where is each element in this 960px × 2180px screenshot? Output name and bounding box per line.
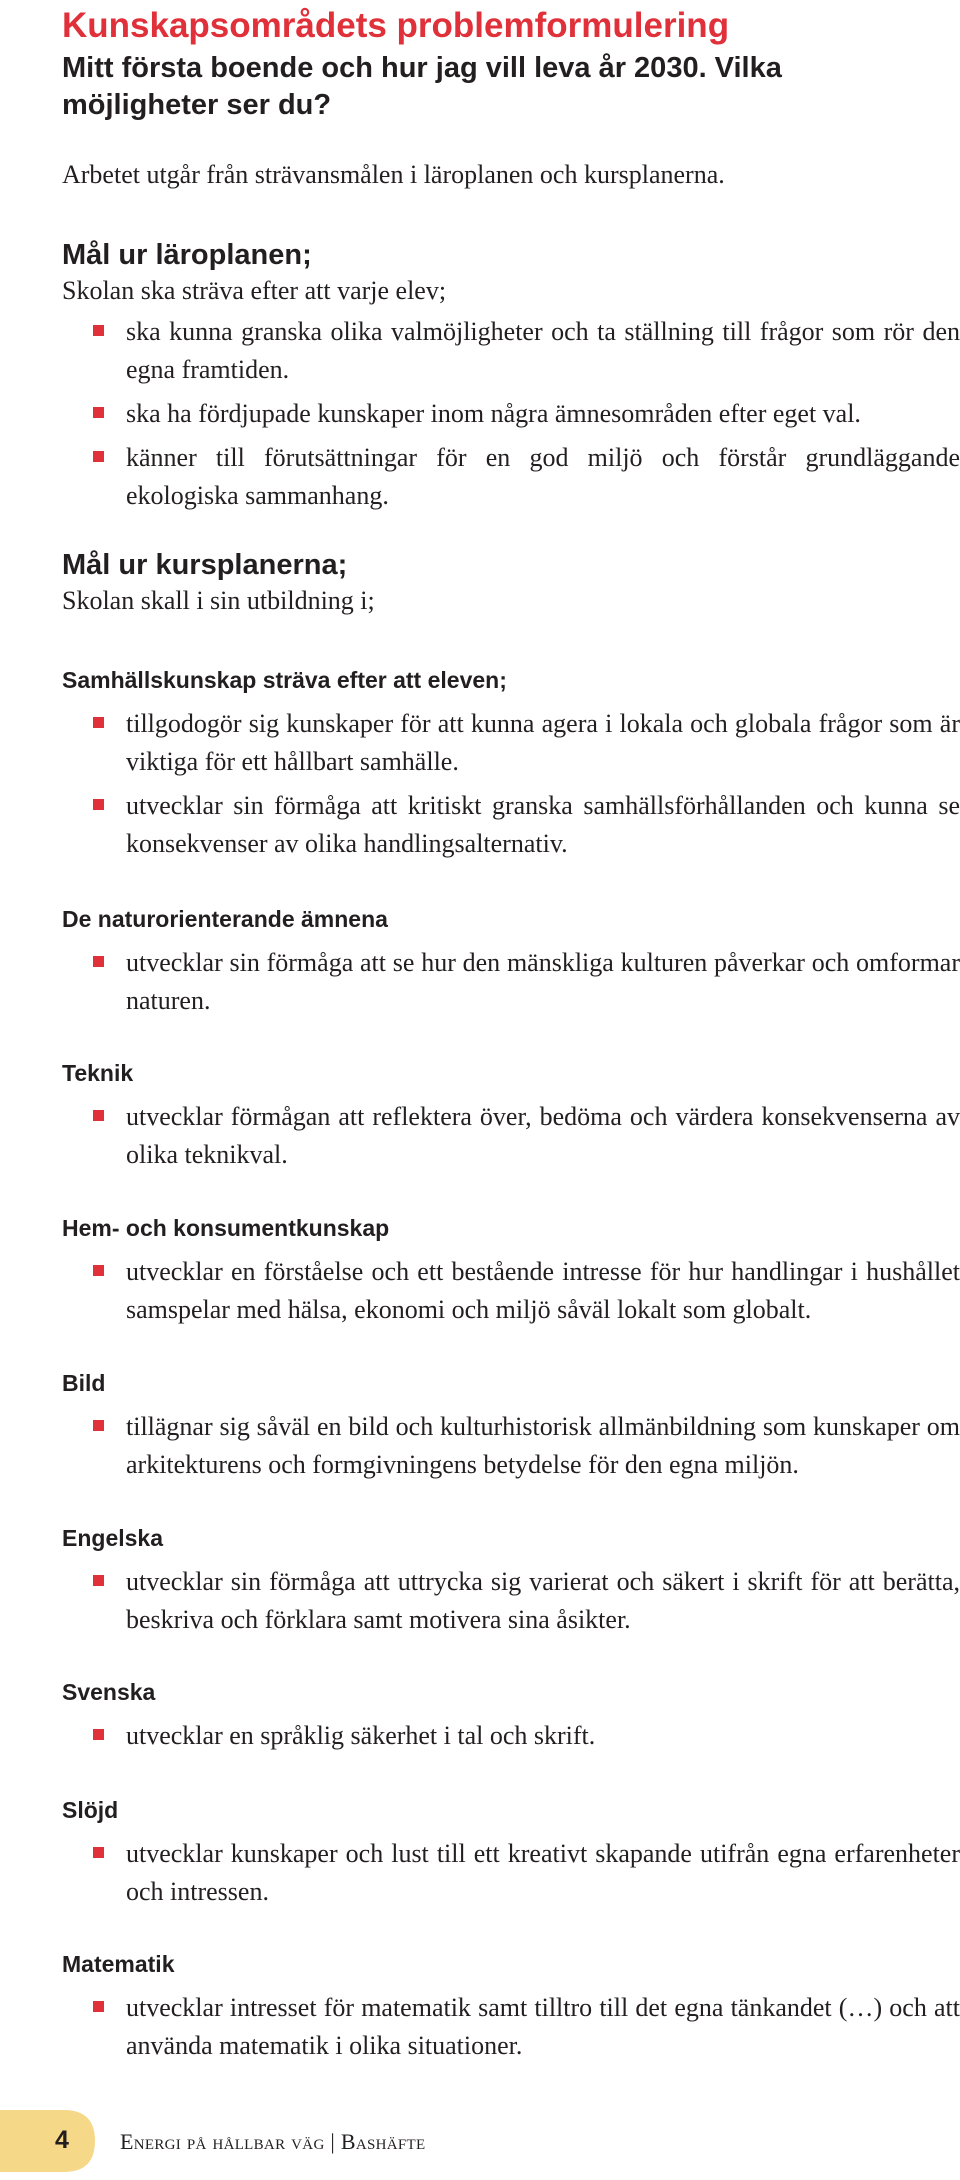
bullet-icon xyxy=(93,1110,104,1121)
list-item: ska ha fördjupade kunskaper inom några ämnesområden efter eget val. xyxy=(62,395,960,433)
list-item: känner till förutsättningar för en god miljö och förstår grundläggande ekologiska sammanhang. xyxy=(62,439,960,515)
subject-heading-hem-och-konsumentkunskap: Hem- och konsumentkunskap xyxy=(62,1215,390,1241)
laroplan-lead: Skolan ska sträva efter att varje elev; xyxy=(62,276,447,305)
page-subtitle: Mitt första boende och hur jag vill leva år 2030. Vilka möjligheter ser du? xyxy=(62,52,782,121)
subject-list-naturorienterande xyxy=(62,944,960,1026)
subject-heading-samhallskunskap: Samhällskunskap sträva efter att eleven; xyxy=(62,667,507,693)
subject-list-samhallskunskap xyxy=(62,705,960,869)
list-item: utvecklar förmågan att reflektera över, bedöma och värdera konsekvenserna av olika teknikval. xyxy=(62,1098,960,1174)
list-item: utvecklar sin förmåga att kritiskt granska samhällsförhållanden och kunna se konsekvenser av olika handlingsalternativ. xyxy=(62,787,960,863)
bullet-icon xyxy=(93,407,104,418)
page-number-tab-shape xyxy=(0,2110,95,2172)
subject-list-svenska xyxy=(62,1717,960,1761)
list-item: utvecklar sin förmåga att se hur den mänskliga kulturen påverkar och omformar naturen. xyxy=(62,944,960,1020)
footer-text: Energi på hållbar väg | Bashäfte xyxy=(120,2129,426,2154)
subject-list-slojd xyxy=(62,1835,960,1917)
subject-heading-naturorienterande: De naturorienterande ämnena xyxy=(62,906,388,932)
list-item: tillgodogör sig kunskaper för att kunna agera i lokala och globala frågor som är viktiga för ett hållbart samhälle. xyxy=(62,705,960,781)
subject-list-bild xyxy=(62,1408,960,1490)
list-item: utvecklar en språklig säkerhet i tal och skrift. xyxy=(62,1717,960,1755)
subject-heading-teknik: Teknik xyxy=(62,1060,134,1086)
subject-list-matematik xyxy=(62,1989,960,2071)
page-number-tab xyxy=(0,2110,95,2172)
bullet-icon xyxy=(93,1265,104,1276)
subject-list-engelska xyxy=(62,1563,960,1645)
subject-heading-slojd: Slöjd xyxy=(62,1797,119,1823)
bullet-icon xyxy=(93,451,104,462)
subject-heading-matematik: Matematik xyxy=(62,1951,175,1977)
list-item: utvecklar kunskaper och lust till ett kreativt skapande utifrån egna erfarenheter och intressen. xyxy=(62,1835,960,1911)
bullet-icon xyxy=(93,1575,104,1586)
list-item: utvecklar en förståelse och ett bestående intresse för hur handlingar i hushållet samspelar med hälsa, ekonomi och miljö såväl lokalt som globalt. xyxy=(62,1253,960,1329)
list-item: utvecklar intresset för matematik samt tilltro till det egna tänkandet (…) och att använda matematik i olika situationer. xyxy=(62,1989,960,2065)
bullet-icon xyxy=(93,325,104,336)
page-title: Kunskapsområdets problemformulering xyxy=(62,6,730,45)
page-footer xyxy=(0,2110,960,2180)
kursplaner-lead: Skolan skall i sin utbildning i; xyxy=(62,586,375,615)
bullet-icon xyxy=(93,1420,104,1431)
list-item: ska kunna granska olika valmöjligheter och ta ställning till frågor som rör den egna framtiden. xyxy=(62,313,960,389)
page-number: 4 xyxy=(55,2126,69,2154)
bullet-icon xyxy=(93,956,104,967)
bullet-icon xyxy=(93,1729,104,1740)
subject-list-hem-och-konsumentkunskap xyxy=(62,1253,960,1335)
bullet-icon xyxy=(93,799,104,810)
bullet-icon xyxy=(93,1847,104,1858)
subject-list-teknik xyxy=(62,1098,960,1180)
subject-heading-bild: Bild xyxy=(62,1370,106,1396)
bullet-icon xyxy=(93,2001,104,2012)
laroplan-heading: Mål ur läroplanen; xyxy=(62,239,312,271)
list-item: utvecklar sin förmåga att uttrycka sig varierat och säkert i skrift för att berätta, beskriva och förklara samt motivera sina åsikter. xyxy=(62,1563,960,1639)
kursplaner-heading: Mål ur kursplanerna; xyxy=(62,549,348,581)
list-item: tillägnar sig såväl en bild och kulturhistorisk allmänbildning som kunskaper om arkitekturens och formgivningens betydelse för den egna miljön. xyxy=(62,1408,960,1484)
intro-text: Arbetet utgår från strävansmålen i läroplanen och kursplanerna. xyxy=(62,160,725,189)
subject-heading-svenska: Svenska xyxy=(62,1679,156,1705)
bullet-icon xyxy=(93,717,104,728)
subject-heading-engelska: Engelska xyxy=(62,1525,163,1551)
laroplan-list xyxy=(62,313,960,521)
